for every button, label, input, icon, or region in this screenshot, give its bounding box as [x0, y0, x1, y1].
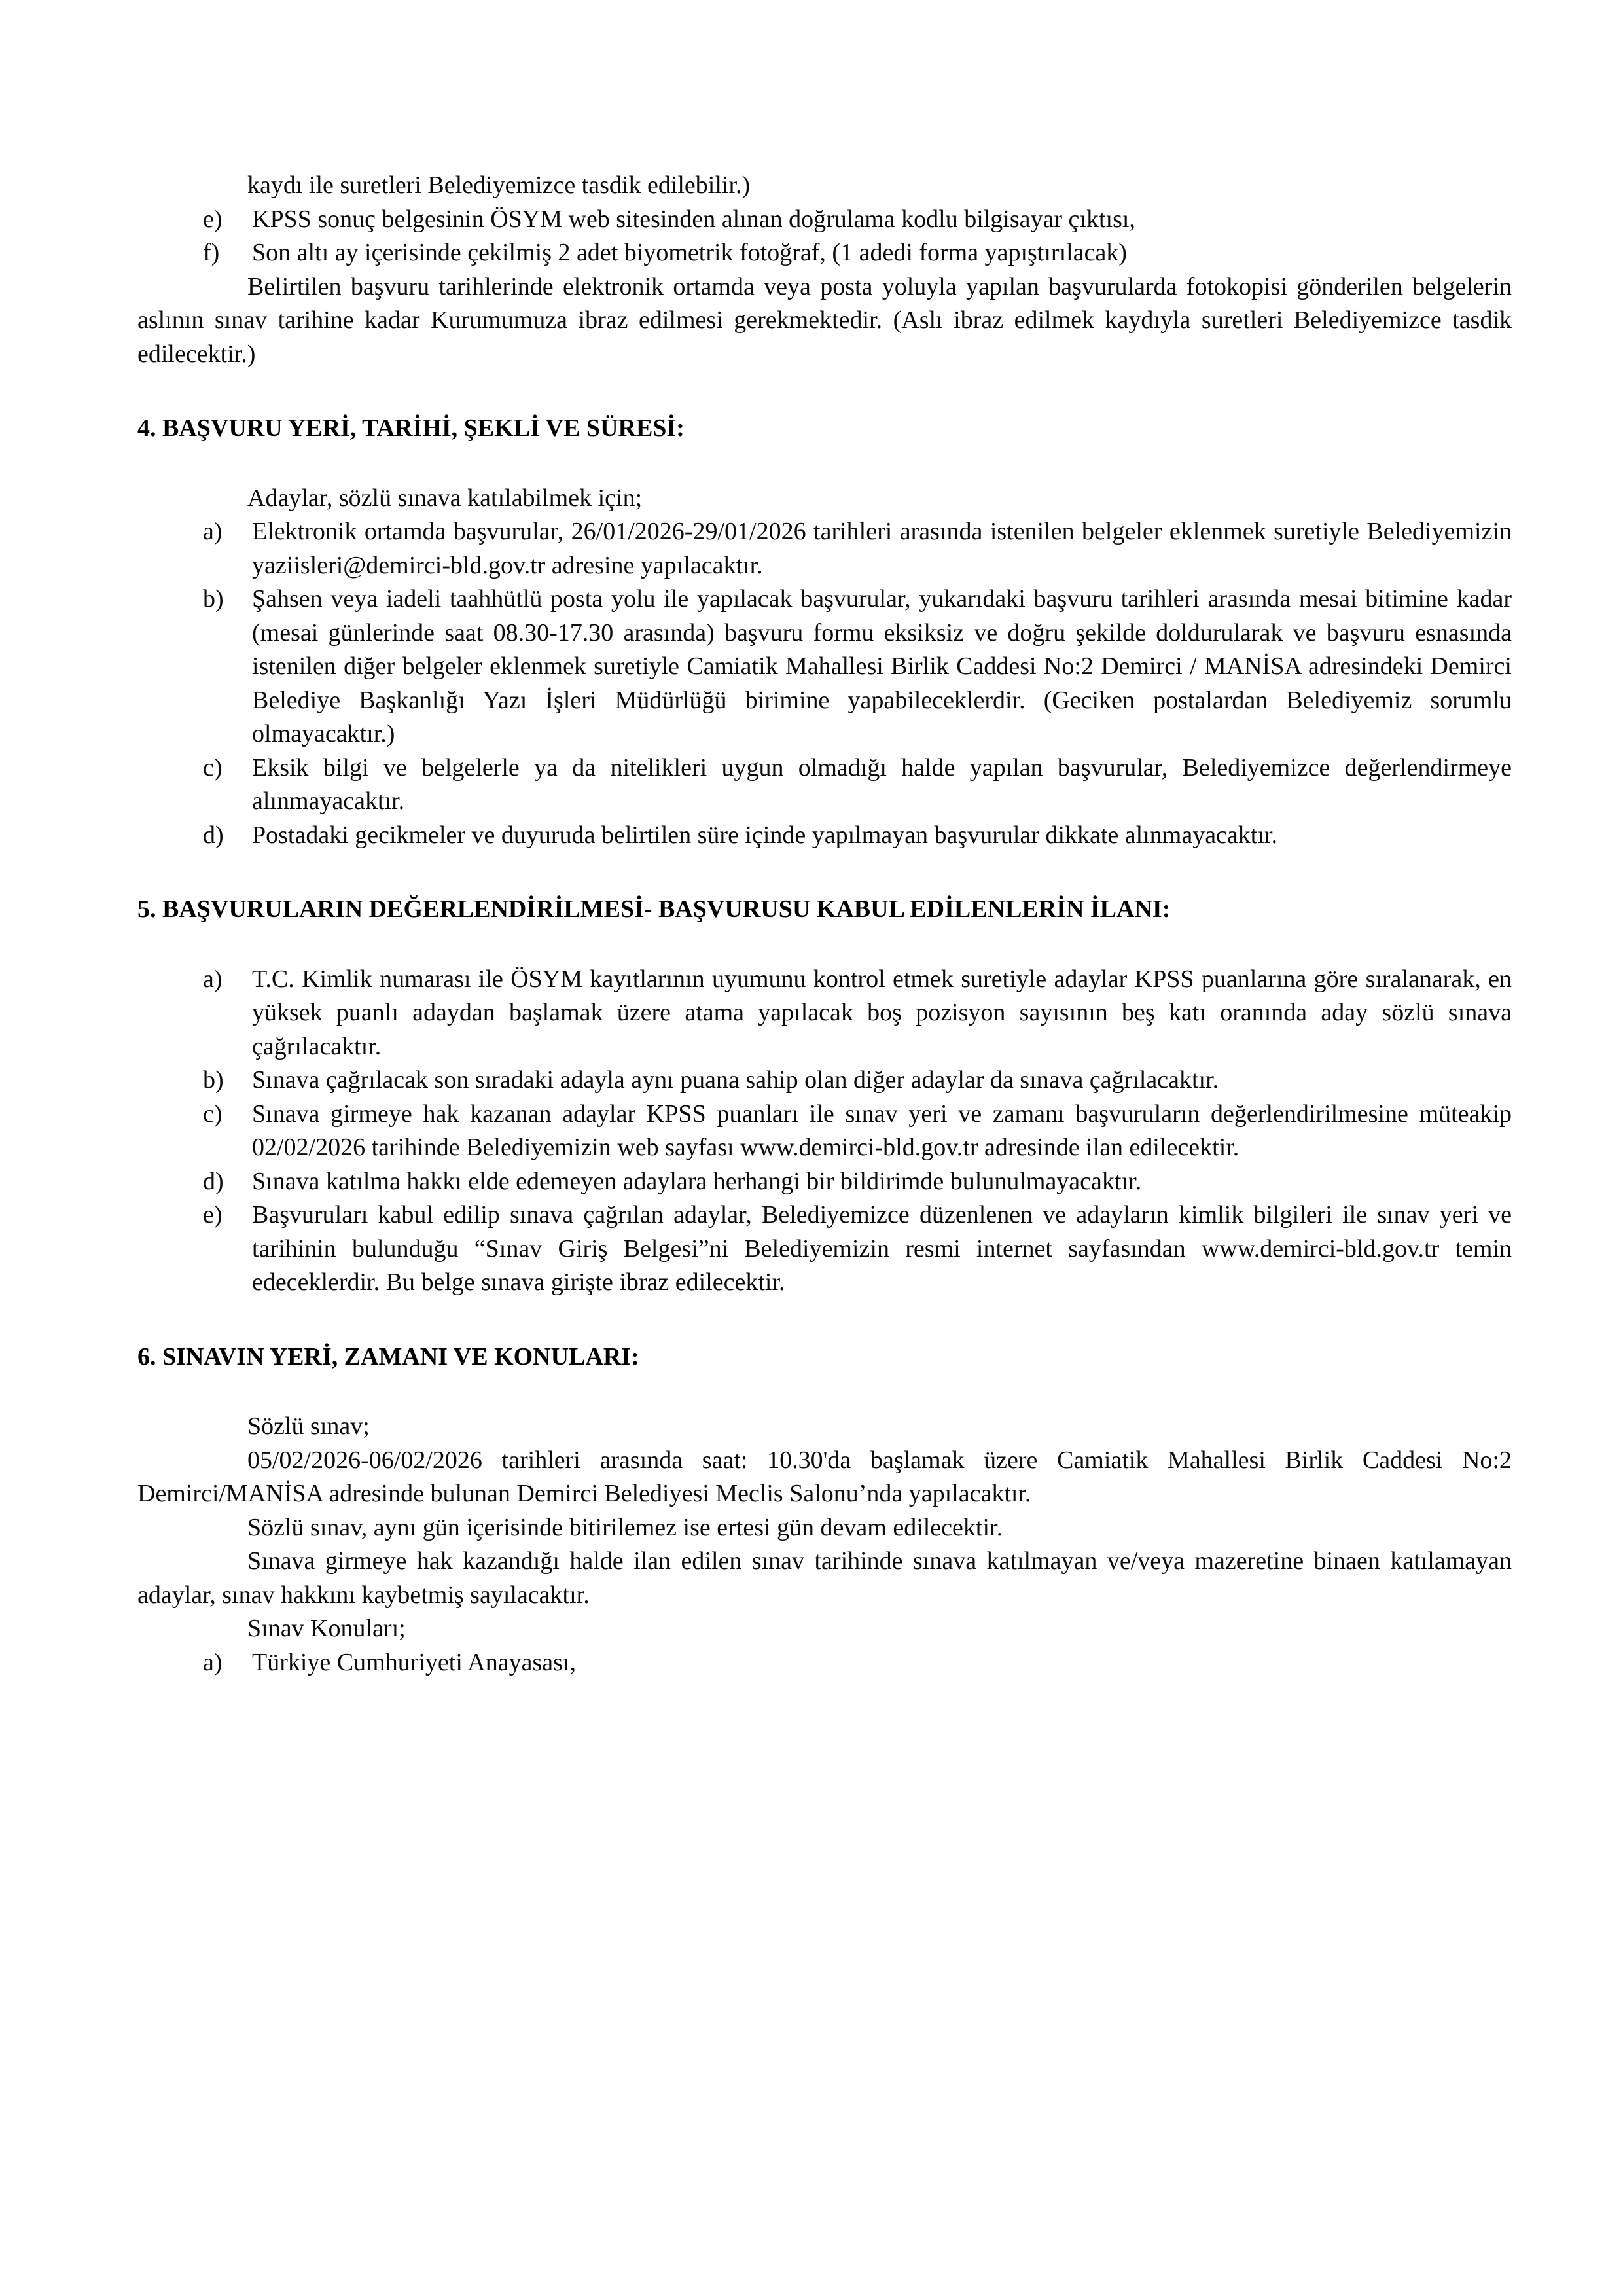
section-4-lead: Adaylar, sözlü sınava katılabilmek için; — [247, 484, 643, 512]
list-item — [137, 1198, 1512, 1300]
list-item — [137, 236, 1512, 270]
list-item-text: Elektronik ortamda başvurular, 26/01/2026-29/01/2026 tarihleri arasında istenilen belgeler eklenmek suretiyle Belediyemizin yaziisleri@demirci-bld.gov.tr adresine yapılacaktır. — [252, 518, 1512, 579]
spacer — [137, 927, 1512, 963]
section-6-topics-lead: Sınav Konuları; — [247, 1615, 406, 1642]
list-item-text: Son altı ay içerisinde çekilmiş 2 adet biyometrik fotoğraf, (1 adedi forma yapıştırılacak) — [252, 239, 1127, 266]
documents-list — [137, 203, 1512, 270]
list-item-text: Sınava girmeye hak kazanan adaylar KPSS puanları ile sınav yeri ve zamanı başvuruların değerlendirilmesine müteakip 02/02/2026 tarihinde Belediyemizin web sayfası www.demirci-bld.gov.tr adresinde ilan edilecektir. — [252, 1100, 1512, 1161]
list-marker: b) — [203, 1066, 224, 1094]
list-marker: a) — [203, 1648, 223, 1676]
list-item — [137, 751, 1512, 819]
list-marker: c) — [203, 753, 223, 781]
documents-note-paragraph: Belirtilen başvuru tarihlerinde elektronik ortamda veya posta yoluyla yapılan başvurularda fotokopisi gönderilen belgelerin aslının sınav tarihine kadar Kurumumuza ibraz edilmesi gerekmektedir. (Aslı ibraz edilmek kaydıyla suretleri Belediyemizce tasdik edilecektir.) — [137, 272, 1512, 368]
list-item — [137, 1064, 1512, 1098]
list-item-text: T.C. Kimlik numarası ile ÖSYM kayıtlarının uyumunu kontrol etmek suretiyle adaylar KPSS puanlarına göre sıralanarak, en yüksek puanlı adaydan başlamak üzere atama yapılacak boş pozisyon sayısının beş katı oranında aday sözlü sınava çağrılacaktır. — [252, 965, 1512, 1060]
list-marker: e) — [203, 1201, 223, 1229]
list-marker: a) — [203, 965, 223, 993]
list-marker: c) — [203, 1100, 223, 1128]
section-4-list — [137, 515, 1512, 852]
list-item-text: Sınava katılma hakkı elde edemeyen adaylara herhangi bir bildirimde bulunulmayacaktır. — [252, 1167, 1142, 1195]
list-item — [137, 515, 1512, 583]
document-body — [137, 169, 1512, 1679]
list-item-text: Türkiye Cumhuriyeti Anayasası, — [252, 1648, 576, 1676]
section-5-list — [137, 963, 1512, 1300]
list-marker: b) — [203, 585, 224, 613]
section-6-heading: 6. SINAVIN YERİ, ZAMANI VE KONULARI: — [137, 1342, 639, 1371]
list-marker: d) — [203, 1167, 224, 1195]
list-marker: e) — [203, 205, 223, 233]
list-marker: d) — [203, 821, 224, 849]
section-6-absent-paragraph: Sınava girmeye hak kazandığı halde ilan edilen sınav tarihinde sınava katılmayan ve/veya mazeretine binaen katılamayan adaylar, sınav hakkını kaybetmiş sayılacaktır. — [137, 1547, 1512, 1609]
list-item — [137, 963, 1512, 1064]
section-6-continue-paragraph: Sözlü sınav, aynı gün içerisinde bitirilemez ise ertesi gün devam edilecektir. — [247, 1513, 1003, 1541]
list-item — [137, 819, 1512, 853]
list-item-text: Eksik bilgi ve belgelerle ya da nitelikleri uygun olmadığı halde yapılan başvurular, Belediyemizce değerlendirmeye alınmayacaktır. — [252, 753, 1512, 815]
spacer — [137, 852, 1512, 893]
list-marker: f) — [203, 239, 220, 266]
list-marker: a) — [203, 518, 223, 545]
list-item — [137, 1165, 1512, 1199]
spacer — [137, 446, 1512, 482]
section-4-heading: 4. BAŞVURU YERİ, TARİHİ, ŞEKLİ VE SÜRESİ: — [137, 414, 685, 442]
list-item-text: Sınava çağrılacak son sıradaki adayla aynı puana sahip olan diğer adaylar da sınava çağrılacaktır. — [252, 1066, 1219, 1094]
list-item-text: Başvuruları kabul edilip sınava çağrılan adaylar, Belediyemizce düzenlenen ve adayların kimlik bilgileri ile sınav yeri ve tarihinin bulunduğu “Sınav Giriş Belgesi”ni Belediyemizin resmi internet sayfasından www.demirci-bld.gov.tr temin edeceklerdir. Bu belge sınava girişte ibraz edilecektir. — [252, 1201, 1512, 1296]
list-item — [137, 1646, 1512, 1680]
spacer — [137, 371, 1512, 412]
list-item — [137, 1098, 1512, 1165]
list-item-text: Şahsen veya iadeli taahhütlü posta yolu ile yapılacak başvurular, yukarıdaki başvuru tarihleri arasında mesai bitimine kadar (mesai günlerinde saat 08.30-17.30 arasında) başvuru formu eksiksiz ve doğru şekilde doldurularak ve başvuru esnasında istenilen diğer belgeler eklenmek suretiyle Camiatik Mahallesi Birlik Caddesi No:2 Demirci / MANİSA adresindeki Demirci Belediye Başkanlığı Yazı İşleri Müdürlüğü birimine yapabileceklerdir. (Geciken postalardan Belediyemiz sorumlu olmayacaktır.) — [252, 585, 1512, 747]
list-item-text: Postadaki gecikmeler ve duyuruda belirtilen süre içinde yapılmayan başvurular dikkate alınmayacaktır. — [252, 821, 1277, 849]
section-6-lead: Sözlü sınav; — [247, 1412, 370, 1440]
list-item — [137, 583, 1512, 751]
list-item-text: KPSS sonuç belgesinin ÖSYM web sitesinden alınan doğrulama kodlu bilgisayar çıktısı, — [252, 205, 1135, 233]
carryover-line: kaydı ile suretleri Belediyemizce tasdik edilebilir.) — [247, 171, 751, 199]
spacer — [137, 1374, 1512, 1410]
section-6-place-paragraph: 05/02/2026-06/02/2026 tarihleri arasında saat: 10.30'da başlamak üzere Camiatik Mahallesi Birlik Caddesi No:2 Demirci/MANİSA adresinde bulunan Demirci Belediyesi Meclis Salonu’nda yapılacaktır. — [137, 1446, 1512, 1507]
section-5-heading: 5. BAŞVURULARIN DEĞERLENDİRİLMESİ- BAŞVURUSU KABUL EDİLENLERİN İLANI: — [137, 895, 1171, 923]
list-item — [137, 203, 1512, 237]
spacer — [137, 1300, 1512, 1340]
section-6-topics-list — [137, 1646, 1512, 1680]
